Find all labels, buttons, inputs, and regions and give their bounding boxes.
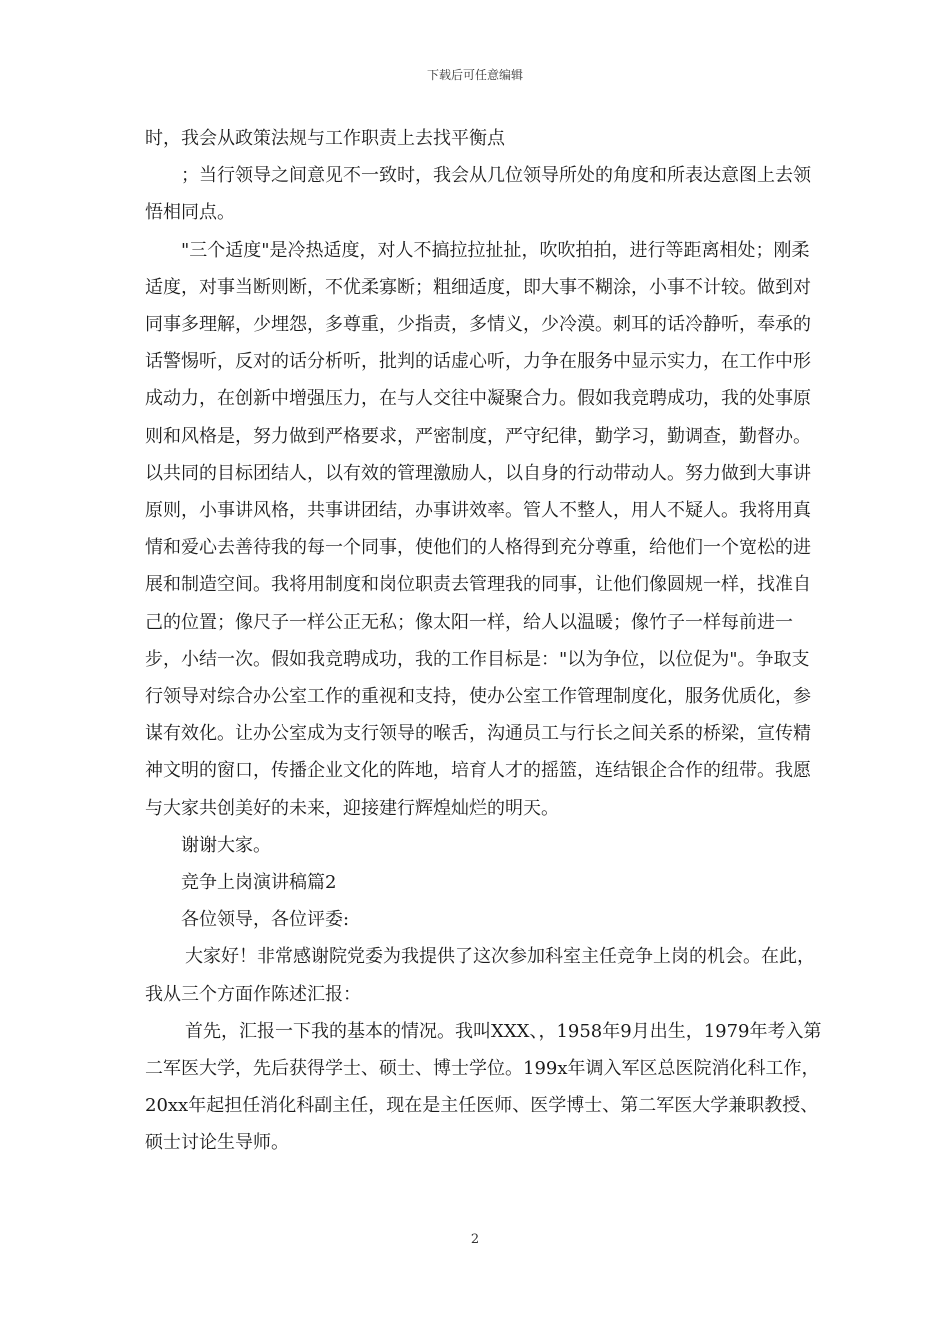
salutation: 各位领导，各位评委: <box>181 909 350 931</box>
paragraph: 时，我会从政策法规与工作职责上去找平衡点 <box>145 128 505 149</box>
section-heading: 竞争上岗演讲稿篇2 <box>181 872 337 894</box>
page-header: 下载后可任意编辑 <box>426 68 523 82</box>
page-number: 2 <box>470 1232 480 1247</box>
paragraph: 大家好！非常感谢院党委为我提供了这次参加科室主任竞争上岗的机会。在此，我从三个方面作陈述汇报： <box>145 946 815 1005</box>
paragraph: 首先，汇报一下我的基本的情况。我叫XXX、，1958年9月出生，1979年考入第二军医大学，先后获得学士、硕士、博士学位。199x年调入军区总医院消化科工作，20xx年起担任消化科副主任，现在是主任医师、医学博士、第二军医大学兼职教授、硕士讨论生导师。 <box>145 1020 822 1154</box>
paragraph: "三个适度"是冷热适度，对人不搞拉拉扯扯，吹吹拍拍，进行等距离相处；刚柔适度，对事当断则断，不优柔寡断；粗细适度，即大事不糊涂，小事不计较。做到对同事多理解，少埋怨，多尊重，少指责，多情义，少冷漠。刺耳的话冷静听，奉承的话警惕听，反对的话分析听，批判的话虚心听，力争在服务中显示实力，在工作中形成动力，在创新中增强压力，在与人交往中凝聚合力。假如我竞聘成功，我的处事原则和风格是，努力做到严格要求，严密制度，严守纪律，勤学习，勤调查，勤督办。以共同的目标团结人，以有效的管理激励人，以自身的行动带动人。努力做到大事讲原则，小事讲风格，共事讲团结，办事讲效率。管人不整人，用人不疑人。我将用真情和爱心去善待我的每一个同事，使他们的人格得到充分尊重，给他们一个宽松的进展和制造空间。我将用制度和岗位职责去管理我的同事，让他们像圆规一样，找准自己的位置；像尺子一样公正无私；像太阳一样，给人以温暖；像竹子一样每前进一步，小结一次。假如我竞聘成功，我的工作目标是："以为争位，以位促为"。争取支行领导对综合办公室工作的重视和支持，使办公室工作管理制度化，服务优质化，参谋有效化。让办公室成为支行领导的喉舌，沟通员工与行长之间关系的桥梁，宣传精神文明的窗口，传播企业文化的阵地，培育人才的摇篮，连结银企合作的纽带。我愿与大家共创美好的未来，迎接建行辉煌灿烂的明天。 <box>145 239 811 819</box>
paragraph: 谢谢大家。 <box>181 834 271 856</box>
paragraph: ；当行领导之间意见不一致时，我会从几位领导所处的角度和所表达意图上去领悟相同点。 <box>145 165 811 224</box>
document-body <box>145 120 825 1162</box>
